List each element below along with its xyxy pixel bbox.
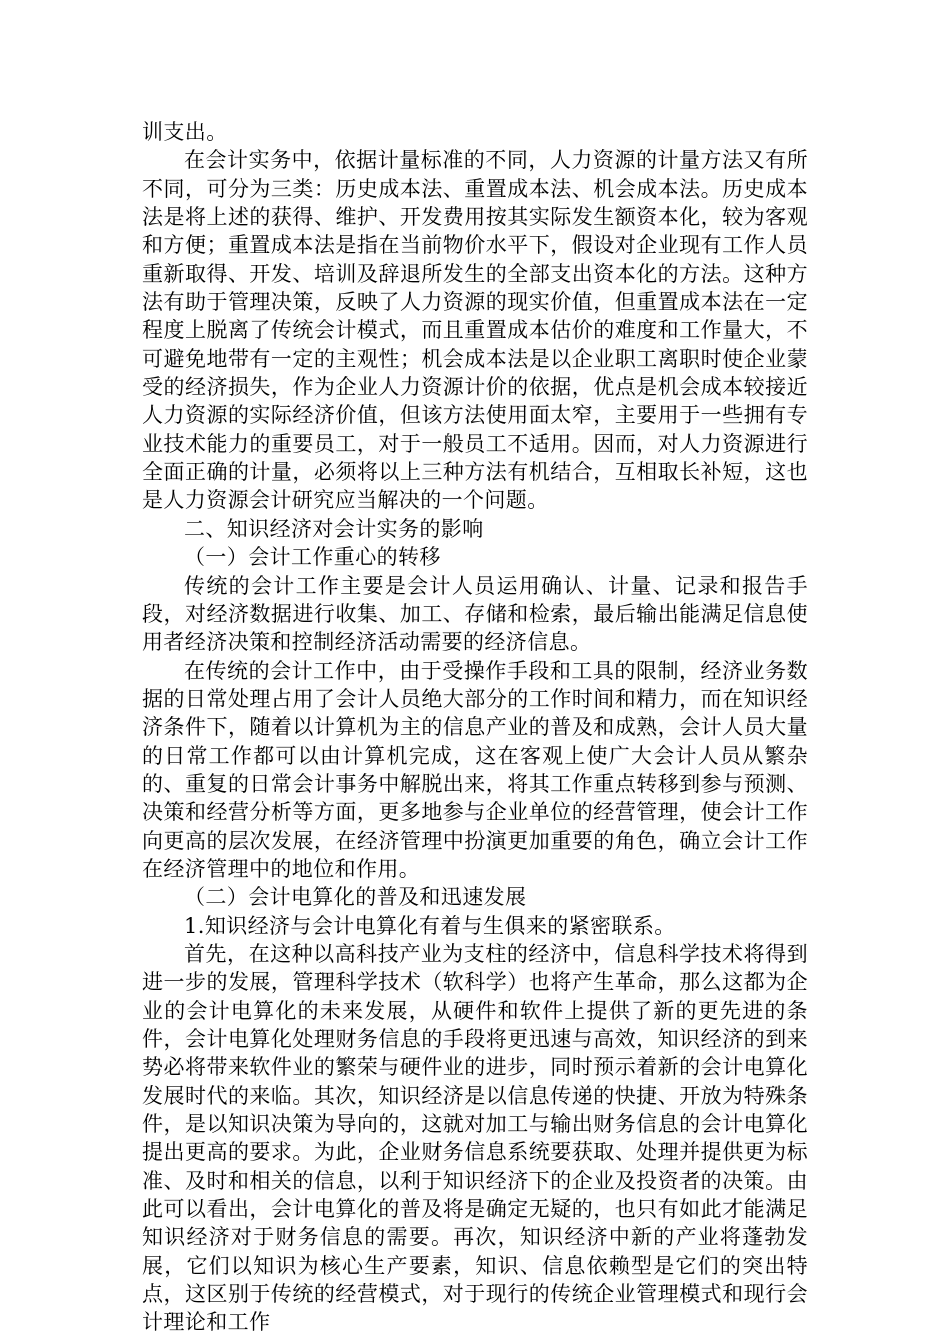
section-heading: 二、知识经济对会计实务的影响 <box>184 516 484 541</box>
subsection-heading-2: （二）会计电算化的普及和迅速发展 <box>184 885 527 910</box>
document-page <box>142 118 808 1337</box>
paragraph-work-shift: 在传统的会计工作中，由于受操作手段和工具的限制，经济业务数据的日常处理占用了会计人员绝大部分的工作时间和精力，而在知识经济条件下，随着以计算机为主的信息产业的普及和成熟，会计人员大量的日常工作都可以由计算机完成，这在客观上使广大会计人员从繁杂的、重复的日常会计事务中解脱出来，将其工作重点转移到参与预测、决策和经营分析等方面，更多地参与企业单位的经营管理，使会计工作向更高的层次发展，在经济管理中扮演更加重要的角色，确立会计工作在经济管理中的地位和作用。 <box>142 658 808 881</box>
subsection-heading-1: （一）会计工作重心的转移 <box>184 545 441 570</box>
point-heading-1: 1.知识经济与会计电算化有着与生俱来的紧密联系。 <box>184 913 676 938</box>
paragraph-computerization: 首先，在这种以高科技产业为支柱的经济中，信息科学技术将得到进一步的发展，管理科学技术（软科学）也将产生革命，那么这都为企业的会计电算化的未来发展，从硬件和软件上提供了新的更先进的条件，会计电算化处理财务信息的手段将更迅速与高效，知识经济的到来势必将带来软件业的繁荣与硬件业的进步，同时预示着新的会计电算化发展时代的来临。其次，知识经济是以信息传递的快捷、开放为特殊条件，是以知识决策为导向的，这就对加工与输出财务信息的会计电算化提出更高的要求。为此，企业财务信息系统要获取、处理并提供更为标准、及时和相关的信息，以利于知识经济下的企业及投资者的决策。由此可以看出，会计电算化的普及将是确定无疑的，也只有如此才能满足知识经济对于财务信息的需要。再次，知识经济中新的产业将蓬勃发展，它们以知识为核心生产要素，知识、信息依赖型是它们的突出特点，这区别于传统的经营模式，对于现行的传统企业管理模式和现行会计理论和工作 <box>142 941 808 1335</box>
paragraph-measurement-methods: 在会计实务中，依据计量标准的不同，人力资源的计量方法又有所不同，可分为三类：历史成本法、重置成本法、机会成本法。历史成本法是将上述的获得、维护、开发费用按其实际发生额资本化，较为客观和方便；重置成本法是指在当前物价水平下，假设对企业现有工作人员重新取得、开发、培训及辞退所发生的全部支出资本化的方法。这种方法有助于管理决策，反映了人力资源的现实价值，但重置成本法在一定程度上脱离了传统会计模式，而且重置成本估价的难度和工作量大，不可避免地带有一定的主观性；机会成本法是以企业职工离职时使企业蒙受的经济损失，作为企业人力资源计价的依据，优点是机会成本较接近人力资源的实际经济价值，但该方法使用面太窄，主要用于一些拥有专业技术能力的重要员工，对于一般员工不适用。因而，对人力资源进行全面正确的计量，必须将以上三种方法有机结合，互相取长补短，这也是人力资源会计研究应当解决的一个问题。 <box>142 148 808 513</box>
paragraph-traditional-work: 传统的会计工作主要是会计人员运用确认、计量、记录和报告手段，对经济数据进行收集、加工、存储和检索，最后输出能满足信息使用者经济决策和控制经济活动需要的经济信息。 <box>142 573 808 655</box>
paragraph-continuation: 训支出。 <box>142 120 228 144</box>
